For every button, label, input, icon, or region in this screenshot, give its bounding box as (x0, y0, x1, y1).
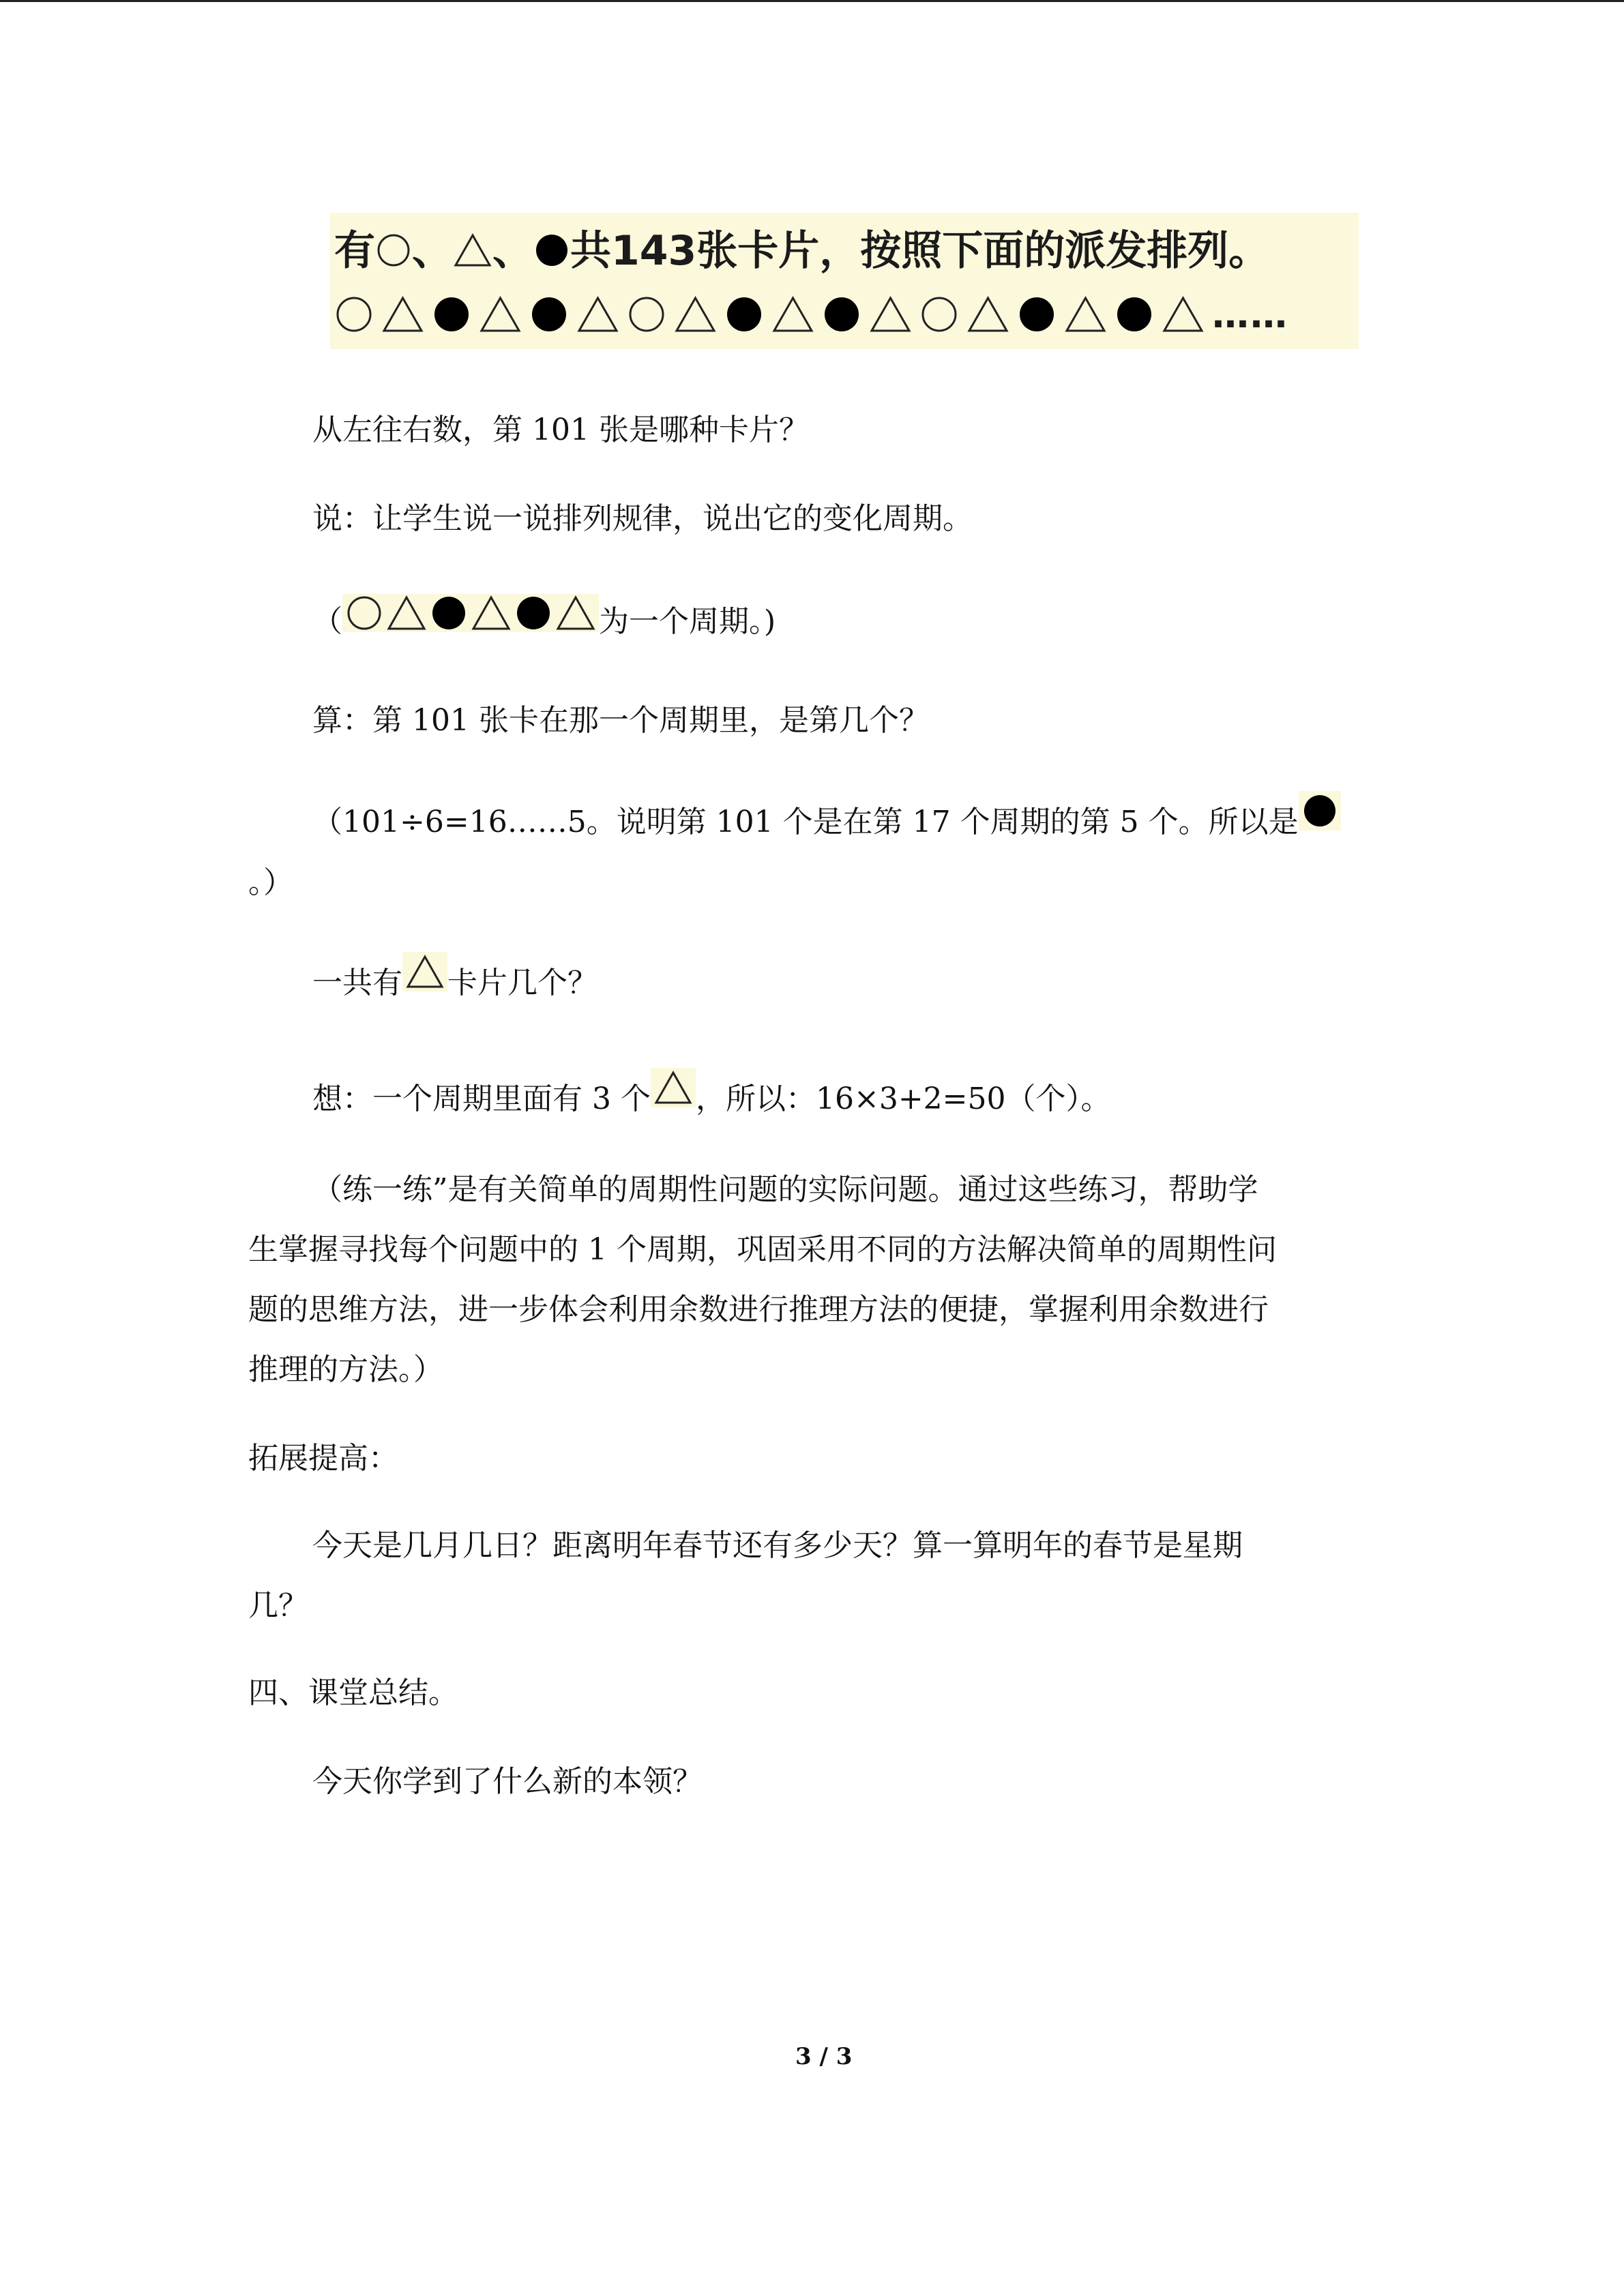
circle-outline-icon (919, 295, 959, 334)
triangle-outline-icon (653, 1069, 693, 1106)
circle-filled-icon (430, 594, 468, 632)
answer-text: （101÷6=16……5。说明第 101 个是在第 17 个周期的第 5 个。所以是 (312, 805, 1299, 839)
top-border (0, 0, 1624, 2)
pattern-figure (330, 213, 1359, 349)
note-line-2: 生掌握寻找每个问题中的 1 个周期，巩固采用不同的方法解决简单的周期性问 (248, 1232, 1277, 1267)
figure-prefix: 有 (334, 227, 375, 275)
question-which-card: 从左往右数，第 101 张是哪种卡片？ (312, 413, 809, 447)
triangle-outline-icon (771, 295, 814, 334)
figure-sep: 、 (412, 227, 453, 275)
extend-question-line-2: 几？ (248, 1588, 308, 1623)
circle-outline-icon (334, 295, 374, 334)
triangle-outline-icon (471, 594, 512, 632)
extend-heading: 拓展提高： (248, 1441, 398, 1476)
circle-outline-icon (627, 295, 666, 334)
circle-filled-icon (1017, 295, 1057, 334)
triangle-outline-icon (555, 594, 596, 632)
period-open: （ (312, 604, 342, 639)
triangle-outline-icon (405, 953, 445, 990)
circle-filled-icon (822, 295, 861, 334)
figure-title-line (334, 221, 1269, 281)
circle-filled-icon (514, 594, 552, 632)
note-line-3: 题的思维方法，进一步体会利用余数进行推理方法的便捷，掌握利用余数进行 (248, 1292, 1269, 1327)
question-triangle-count (312, 952, 597, 1015)
calc-question: 算：第 101 张卡在那一个周期里，是第几个？ (312, 703, 929, 738)
sequence-ellipsis: …… (1212, 293, 1288, 336)
note-line-4: 推理的方法。） (248, 1352, 443, 1387)
triangle-outline-icon (966, 295, 1009, 334)
period-shapes (342, 594, 599, 632)
circle-outline-icon (375, 232, 412, 269)
q2-shape (402, 952, 447, 992)
think-line (312, 1068, 1111, 1131)
q2-suffix: 卡片几个？ (447, 966, 597, 1000)
circle-filled-icon (529, 295, 569, 334)
think-prefix: 想：一个周期里面有 3 个 (312, 1082, 651, 1116)
answer-tail: 。） (248, 865, 293, 900)
circle-filled-icon (533, 232, 570, 269)
triangle-outline-icon (453, 232, 492, 269)
triangle-outline-icon (479, 295, 522, 334)
shape-sequence (334, 290, 1288, 338)
note-line-1: （练一练”是有关简单的周期性问题的实际问题。通过这些练习，帮助学 (312, 1172, 1258, 1207)
triangle-outline-icon (869, 295, 912, 334)
say-instruction: 说：让学生说一说排列规律，说出它的变化周期。 (312, 501, 973, 536)
circle-filled-icon (1114, 295, 1154, 334)
answer-shape (1299, 791, 1341, 831)
triangle-outline-icon (1162, 295, 1205, 334)
summary-question: 今天你学到了什么新的本领？ (312, 1764, 703, 1799)
triangle-outline-icon (576, 295, 619, 334)
answer-line (312, 791, 1341, 854)
triangle-outline-icon (381, 295, 424, 334)
circle-filled-icon (724, 295, 764, 334)
circle-filled-icon (432, 295, 471, 334)
period-statement (312, 591, 776, 653)
figure-sep: 、 (492, 227, 533, 275)
extend-question-line-1: 今天是几月几日？距离明年春节还有多少天？算一算明年的春节是星期 (312, 1528, 1243, 1563)
triangle-outline-icon (674, 295, 717, 334)
circle-outline-icon (345, 594, 383, 632)
page-number: 3 / 3 (795, 2043, 853, 2070)
period-close: 为一个周期。) (599, 604, 776, 639)
triangle-outline-icon (1064, 295, 1107, 334)
think-suffix: ，所以：16×3+2=50（个）。 (695, 1082, 1111, 1116)
figure-title-text: 共143张卡片，按照下面的派发排列。 (570, 227, 1270, 275)
think-shape (651, 1068, 696, 1107)
circle-filled-icon (1301, 792, 1338, 829)
q2-prefix: 一共有 (312, 966, 402, 1000)
section-4-heading: 四、课堂总结。 (248, 1675, 458, 1710)
triangle-outline-icon (386, 594, 427, 632)
